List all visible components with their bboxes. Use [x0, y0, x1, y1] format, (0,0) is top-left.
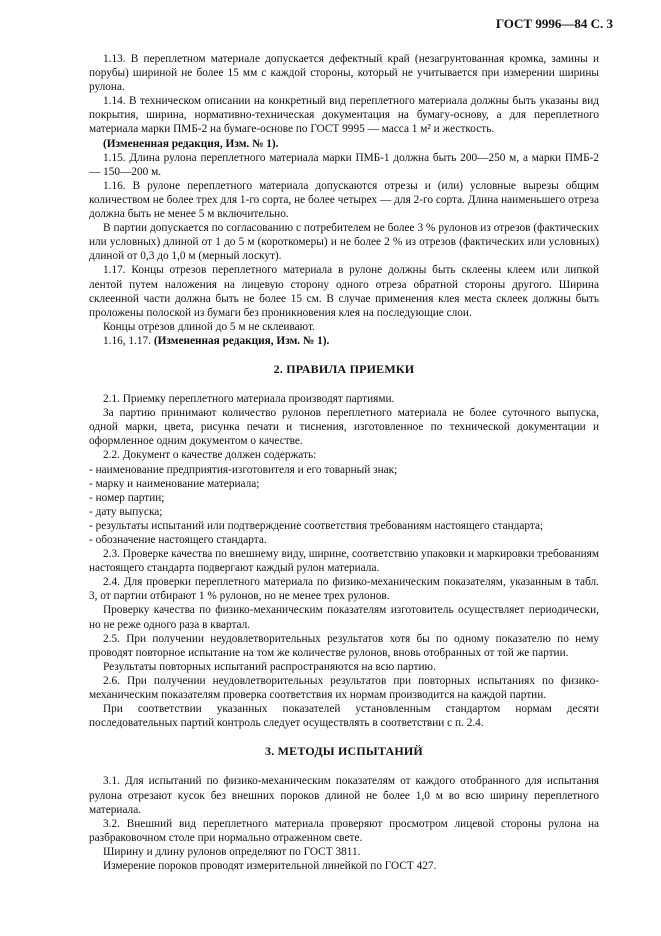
paragraph-3-2: 3.2. Внешний вид переплетного материала проверяют просмотром лицевой стороны рулона на разбраковочном столе при нормально отраженном свете.: [89, 817, 599, 844]
revision-prefix: 1.16, 1.17.: [103, 334, 154, 347]
paragraph-1-16: 1.16. В рулоне переплетного материала допускаются отрезы и (или) условные вырезы общим количеством не более трех для 1-го сорта, не более четырех — для 2-го сорта. Длина наименьшего отреза должна быть не менее 5 м включительно.: [89, 179, 599, 221]
list-item: - номер партии;: [89, 491, 165, 504]
paragraph-1-16-b: В партии допускается по согласованию с потребителем не более 3 % рулонов из отрезов (фактических или условных) длиной от 1 до 5 м (короткомеры) и не более 2 % из отрезов (фактических или условных) длиной от 0,3 до 1,0 м (мерный лоскут).: [89, 222, 599, 263]
section-2-title: 2. ПРАВИЛА ПРИЕМКИ: [273, 361, 415, 376]
paragraph-2-6: 2.6. При получении неудовлетворительных результатов при повторных испытаниях по физико-механическим показателям проверка соответствия их нормам производится на каждой партии.: [89, 674, 599, 702]
paragraph-2-5-b: Результаты повторных испытаний распространяются на всю партию.: [103, 660, 436, 673]
revision-line: [89, 334, 599, 348]
list-item: - обозначение настоящего стандарта.: [89, 534, 267, 546]
paragraph-3-2-c: Измерение пороков проводят измерительной линейкой по ГОСТ 427.: [103, 859, 437, 872]
page-header: ГОСТ 9996—84 С. 3: [495, 16, 613, 31]
paragraph-3-2-b: Ширину и длину рулонов определяют по ГОСТ 3811.: [103, 845, 361, 858]
paragraph-1-17: 1.17. Концы отрезов переплетного материала в рулоне должны быть склеены клеем или липкой лентой путем наложения на лицевую сторону одного отреза обратной стороны другого. Ширина склеенной части должна быть не более 15 см. В случае применения клея места склеек должны быть проложены полоской из бумаги без проникновения клея на последующие слои.: [89, 264, 599, 319]
list-item: - дату выпуска;: [89, 505, 163, 518]
list-item: - результаты испытаний или подтверждение соответствия требованиям настоящего стандарта;: [89, 519, 544, 532]
paragraph-2-4: 2.4. Для проверки переплетного материала по физико-механическим показателям, указанным в табл. 3, от партии отбирают 1 % рулонов, но не менее трех рулонов.: [89, 576, 599, 603]
list-item: - наименование предприятия-изготовителя и его товарный знак;: [89, 463, 398, 476]
paragraph-2-3: 2.3. Проверке качества по внешнему виду, ширине, соответствию упаковки и маркировки требованиям настоящего стандарта подвергают каждый рулон материала.: [89, 548, 599, 575]
paragraph-1-17-b: Концы отрезов длиной до 5 м не склеивают.: [103, 320, 315, 333]
document-body: [89, 52, 599, 873]
paragraph-2-6-b: При соответствии указанных показателей установленным стандартом нормам десяти последовательных партий контроль следует осуществлять в соответствии с п. 2.4.: [89, 703, 599, 730]
paragraph-1-14: 1.14. В техническом описании на конкретный вид переплетного материала должны быть указаны вид покрытия, ширина, нормативно-техническая документация на бумагу-основу, а для переплетного материала марки ПМБ-2 на бумаге-основе по ГОСТ 9995 — масса 1 м² и жесткость.: [89, 95, 599, 136]
paragraph-1-15: 1.15. Длина рулона переплетного материала марки ПМБ-1 должна быть 200—250 м, а марки ПМБ-2 — 150—200 м.: [89, 151, 599, 178]
paragraph-2-1-b: За партию принимают количество рулонов переплетного материала не более суточного выпуска, одной марки, цвета, рисунка печати и тиснения, изготовленное по технической документации и оформленное одним документом о качестве.: [89, 407, 599, 448]
paragraph-1-13: 1.13. В переплетном материале допускается дефектный край (незагрунтованная кромка, замины и порубы) шириной не более 15 мм с каждой стороны, который не учитывается при измерении ширины рулона.: [89, 53, 599, 94]
paragraph-2-4-b: Проверку качества по физико-механическим показателям изготовитель осуществляет периодически, но не реже одного раза в квартал.: [89, 604, 599, 631]
paragraph-2-1: 2.1. Приемку переплетного материала производят партиями.: [103, 393, 395, 406]
paragraph-2-2: 2.2. Документ о качестве должен содержать:: [103, 449, 317, 462]
revision-bold: (Измененная редакция, Изм. № 1).: [153, 334, 330, 347]
paragraph-2-5: 2.5. При получении неудовлетворительных результатов хотя бы по одному показателю по нему проводят повторное испытание на том же количестве рулонов, вновь отобранных от той же партии.: [89, 632, 599, 659]
list-item: - марку и наименование материала;: [89, 477, 260, 490]
paragraph-3-1: 3.1. Для испытаний по физико-механическим показателям от каждого отобранного для испытания рулона отрезают кусок без внешних пороков длиной не более 1,0 м во всю ширину переплетного материала.: [89, 775, 599, 816]
section-3-title: 3. МЕТОДЫ ИСПЫТАНИЙ: [265, 744, 423, 759]
revision-note: (Измененная редакция, Изм. № 1).: [103, 137, 279, 150]
